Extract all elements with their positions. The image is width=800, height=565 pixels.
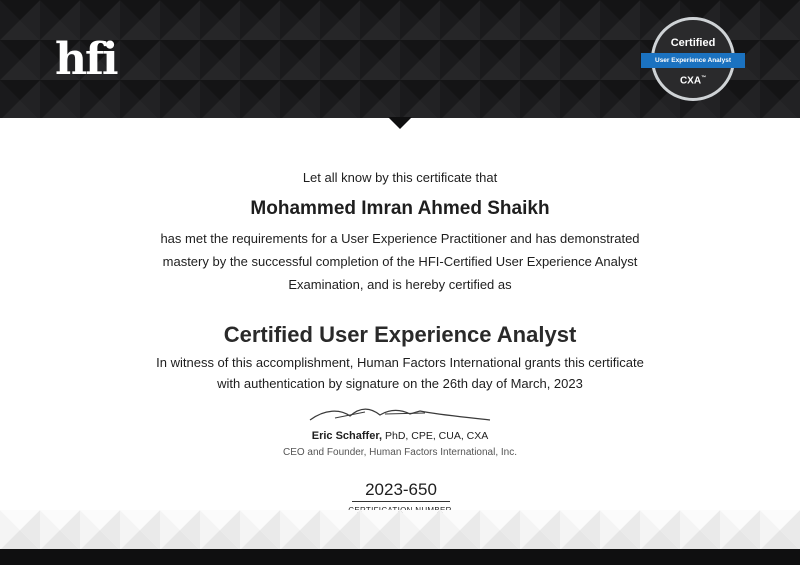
body-line-2: mastery by the successful completion of the HFI-Certified User Experience Analyst xyxy=(162,254,638,269)
signer-role: CEO and Founder, Human Factors International, Inc. xyxy=(282,447,517,458)
body-line-3: Examination, and is hereby certified as xyxy=(288,277,512,292)
witness-line-1: In witness of this accomplishment, Human Factors International grants this certificate xyxy=(156,355,644,370)
badge-bottom-text: CXA™ xyxy=(679,75,707,87)
badge-top-text: Certified xyxy=(670,37,716,49)
signer-name: Eric Schaffer, PhD, CPE, CUA, CXA xyxy=(311,430,489,442)
witness-line-2: with authentication by signature on the 26th day of March, 2023 xyxy=(217,376,583,391)
triangle-pattern-light xyxy=(0,510,800,550)
hfi-logo: hfi xyxy=(55,34,117,85)
badge-ribbon: User Experience Analyst xyxy=(641,53,745,68)
header-notch xyxy=(388,117,412,129)
certificate-intro: Let all know by this certificate that xyxy=(302,170,498,185)
footer-bar xyxy=(0,549,800,565)
certification-title: Certified User Experience Analyst xyxy=(223,322,577,347)
body-line-1: has met the requirements for a User Experience Practitioner and has demonstrated xyxy=(160,231,640,246)
recipient-name: Mohammed Imran Ahmed Shaikh xyxy=(250,198,550,219)
signature-icon xyxy=(305,405,495,425)
certification-number: 2023-650 xyxy=(352,480,450,502)
